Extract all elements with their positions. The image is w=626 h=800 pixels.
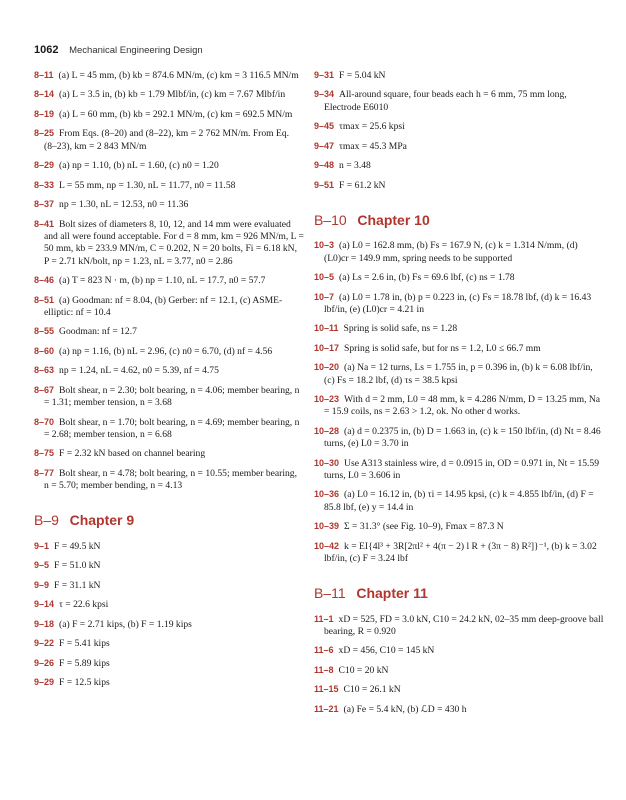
problem-number: 9–31 xyxy=(314,70,335,80)
problem-number: 10–39 xyxy=(314,521,340,532)
answer-text: F = 5.89 kips xyxy=(59,657,110,669)
answer-entry xyxy=(34,345,304,358)
chapter10-heading xyxy=(314,214,604,229)
answer-entry xyxy=(34,676,304,689)
answer-text: F = 61.2 kN xyxy=(339,179,386,191)
problem-number: 9–45 xyxy=(314,121,335,132)
chapter8-answers xyxy=(34,69,304,492)
answer-entry xyxy=(314,613,604,639)
problem-number: 8–75 xyxy=(34,448,55,459)
answer-text: Spring is solid safe, but for ns = 1.2, L0 ≤ 66.7 mm xyxy=(344,342,541,354)
answer-text: τ = 22.6 kpsi xyxy=(59,599,109,611)
answer-text: Use A313 stainless wire, d = 0.0915 in, OD = 0.971 in, Nt = 15.59 turns, L0 = 3.606 in xyxy=(324,457,600,481)
problem-number: 8–29 xyxy=(34,160,55,171)
answer-text: Goodman: nf = 12.7 xyxy=(59,326,137,338)
answer-text: k = EI{4l³ + 3R[2πl² + 4(π − 2) l R + (3π − 8) R²]}⁻¹, (b) k = 3.02 lbf/in, (c) F = 3.24 lbf xyxy=(324,540,597,565)
problem-number: 10–5 xyxy=(314,272,335,283)
answer-entry xyxy=(314,520,604,533)
answer-entry xyxy=(314,457,604,483)
answer-text: F = 51.0 kN xyxy=(54,560,101,572)
problem-number: 8–77 xyxy=(34,467,55,478)
problem-number: 8–70 xyxy=(34,416,55,427)
answer-text: np = 1.30, nL = 12.53, n0 = 11.36 xyxy=(59,199,189,211)
answer-entry xyxy=(34,579,304,592)
answer-text: τmax = 45.3 MPa xyxy=(339,140,407,152)
answer-text: Spring is solid safe, ns = 1.28 xyxy=(343,323,458,335)
answer-entry xyxy=(314,88,604,114)
answer-entry xyxy=(314,69,604,82)
answer-entry xyxy=(314,361,604,387)
problem-number: 10–36 xyxy=(314,489,340,500)
answer-entry xyxy=(34,294,304,320)
problem-number: 9–5 xyxy=(34,560,50,571)
answer-text: From Eqs. (8–20) and (8–22), km = 2 762 MN/m. From Eq. (8–23), km = 2 843 MN/m xyxy=(44,128,290,152)
answer-entry xyxy=(314,159,604,172)
answer-text: (a) L = 60 mm, (b) kb = 292.1 MN/m, (c) km = 692.5 MN/m xyxy=(59,108,293,120)
chapter9-answers xyxy=(34,540,304,690)
answer-entry xyxy=(34,159,304,172)
answer-entry xyxy=(34,364,304,377)
answer-text: (a) T = 823 N · m, (b) np = 1.10, nL = 17.7, n0 = 57.7 xyxy=(59,275,266,287)
answer-entry xyxy=(314,291,604,317)
answer-text: (a) L = 3.5 in, (b) kb = 1.79 Mlbf/in, (c) km = 7.67 Mlbf/in xyxy=(59,89,286,101)
answer-text: xD = 525, FD = 3.0 kN, C10 = 24.2 kN, 02–35 mm deep-groove ball bearing, R = 0.920 xyxy=(324,613,604,637)
answer-entry xyxy=(34,88,304,101)
problem-number: 10–3 xyxy=(314,240,335,251)
problem-number: 11–6 xyxy=(314,645,334,656)
answer-entry xyxy=(314,644,604,657)
answer-text: Bolt sizes of diameters 8, 10, 12, and 14 mm were evaluated and all were found acceptable. For d = 8 mm, km = 926 MN/m, L = 50 mm, kb = 233.9 MN/m, C = 0.202, N = 20 bolts, Fi = 6.18 kN, P = 2.71 kN/bolt, np = 1.23, nL = 3.77, n0 = 2.86 xyxy=(44,218,304,267)
answer-entry xyxy=(314,179,604,192)
problem-number: 9–29 xyxy=(34,677,55,688)
problem-number: 10–7 xyxy=(314,291,335,302)
chapter11-heading xyxy=(314,587,604,602)
chapter11-answers xyxy=(314,613,604,717)
problem-number: 8–25 xyxy=(34,128,55,139)
answer-entry xyxy=(314,664,604,677)
answer-entry xyxy=(34,69,304,82)
problem-number: 11–21 xyxy=(314,703,339,714)
answer-text: (a) L0 = 162.8 mm, (b) Fs = 167.9 N, (c) k = 1.314 N/mm, (d) (L0)cr = 149.9 mm, spring needs to be supported xyxy=(324,240,578,264)
problem-number: 8–55 xyxy=(34,326,55,337)
answer-entry xyxy=(34,447,304,460)
answer-text: F = 49.5 kN xyxy=(54,540,101,552)
answer-entry xyxy=(34,637,304,650)
problem-number: 9–51 xyxy=(314,179,335,190)
left-column xyxy=(34,69,304,696)
answer-text: (a) Goodman: nf = 8.04, (b) Gerber: nf = 12.1, (c) ASME-elliptic: nf = 10.4 xyxy=(44,294,283,318)
answer-text: With d = 2 mm, L0 = 48 mm, k = 4.286 N/mm, D = 13.25 mm, Na = 15.9 coils, ns = 2.63 > 1.2, ok. No other d works. xyxy=(324,394,601,418)
problem-number: 10–30 xyxy=(314,457,340,468)
problem-number: 8–14 xyxy=(34,89,55,100)
answer-text: (a) L0 = 1.78 in, (b) p = 0.223 in, (c) Fs = 18.78 lbf, (d) k = 16.43 lbf/in, (e) (L0)cr = 4.21 in xyxy=(324,291,592,315)
answer-text: Bolt shear, n = 2.30; bolt bearing, n = 4.06; member bearing, n = 1.31; member tension, n = 3.68 xyxy=(44,384,300,409)
answer-entry xyxy=(34,598,304,611)
problem-number: 9–1 xyxy=(34,540,50,551)
problem-number: 8–11 xyxy=(34,70,54,80)
answer-entry xyxy=(34,559,304,572)
answer-text: np = 1.24, nL = 4.62, n0 = 5.39, nf = 4.75 xyxy=(59,365,219,377)
problem-number: 9–26 xyxy=(34,657,55,668)
problem-number: 8–67 xyxy=(34,384,55,395)
answer-entry xyxy=(34,416,304,442)
problem-number: 11–15 xyxy=(314,684,339,695)
problem-number: 8–19 xyxy=(34,108,55,119)
answer-text: xD = 456, C10 = 145 kN xyxy=(338,645,435,657)
answer-entry xyxy=(34,618,304,631)
chapter10-answers xyxy=(314,239,604,565)
running-title: Mechanical Engineering Design xyxy=(69,45,203,56)
right-column xyxy=(314,69,604,722)
answer-text: F = 5.04 kN xyxy=(339,70,386,81)
answer-text: (a) F = 2.71 kips, (b) F = 1.19 kips xyxy=(59,618,192,630)
answer-text: n = 3.48 xyxy=(339,160,371,172)
answer-entry xyxy=(314,271,604,284)
problem-number: 8–41 xyxy=(34,218,55,229)
problem-number: 8–63 xyxy=(34,365,55,376)
chapter-prefix: B–10 xyxy=(314,212,347,229)
answer-entry xyxy=(34,274,304,287)
answer-text: (a) np = 1.10, (b) nL = 1.60, (c) n0 = 1.20 xyxy=(59,160,219,172)
chapter9-heading xyxy=(34,514,304,529)
page-header xyxy=(34,44,203,56)
problem-number: 10–42 xyxy=(314,540,340,551)
page-number: 1062 xyxy=(34,44,59,56)
answer-entry xyxy=(34,218,304,268)
answer-text: (a) L = 45 mm, (b) kb = 874.6 MN/m, (c) km = 3 116.5 MN/m xyxy=(58,70,299,81)
answer-text: (a) np = 1.16, (b) nL = 2.96, (c) n0 = 6.70, (d) nf = 4.56 xyxy=(59,345,273,357)
answer-entry xyxy=(314,239,604,265)
problem-number: 9–14 xyxy=(34,599,55,610)
answer-text: Σ = 31.3° (see Fig. 10–9), Fmax = 87.3 N xyxy=(344,521,504,533)
answer-text: F = 2.32 kN based on channel bearing xyxy=(59,448,206,460)
chapter-title: Chapter 9 xyxy=(69,512,135,529)
problem-number: 10–28 xyxy=(314,425,340,436)
answer-text: C10 = 20 kN xyxy=(338,664,389,676)
answer-text: All-around square, four beads each h = 6 mm, 75 mm long, Electrode E6010 xyxy=(324,89,567,113)
answer-entry xyxy=(34,325,304,338)
answer-entry xyxy=(34,127,304,153)
problem-number: 8–51 xyxy=(34,294,55,305)
answer-text: F = 31.1 kN xyxy=(54,579,101,591)
answer-entry xyxy=(34,179,304,192)
problem-number: 9–34 xyxy=(314,89,335,100)
answer-entry xyxy=(34,108,304,121)
answer-text: L = 55 mm, np = 1.30, nL = 11.77, n0 = 11.58 xyxy=(59,179,236,191)
answer-text: τmax = 25.6 kpsi xyxy=(339,121,405,133)
chapter-title: Chapter 11 xyxy=(356,585,428,602)
answer-text: F = 12.5 kips xyxy=(59,677,110,689)
problem-number: 11–1 xyxy=(314,613,334,624)
problem-number: 8–46 xyxy=(34,275,55,286)
chapter9-answers-cont xyxy=(314,69,604,192)
problem-number: 10–17 xyxy=(314,342,340,353)
chapter-title: Chapter 10 xyxy=(357,212,430,229)
answer-entry xyxy=(314,342,604,355)
answer-text: (a) L0 = 16.12 in, (b) τi = 14.95 kpsi, (c) k = 4.855 lbf/in, (d) F = 85.8 lbf, (e) y = 14.4 in xyxy=(324,489,594,513)
answer-entry xyxy=(34,467,304,493)
problem-number: 9–48 xyxy=(314,160,335,171)
chapter-prefix: B–11 xyxy=(314,585,346,602)
problem-number: 8–60 xyxy=(34,345,55,356)
answer-entry xyxy=(314,683,604,696)
answer-entry xyxy=(34,384,304,410)
problem-number: 9–18 xyxy=(34,618,55,629)
answer-entry xyxy=(34,540,304,553)
answer-entry xyxy=(314,540,604,566)
problem-number: 11–8 xyxy=(314,664,334,675)
problem-number: 9–9 xyxy=(34,579,50,590)
problem-number: 10–20 xyxy=(314,362,340,373)
answer-entry xyxy=(314,140,604,153)
answer-text: (a) Fe = 5.4 kN, (b) ℒD = 430 h xyxy=(343,703,467,715)
answer-text: (a) Ls = 2.6 in, (b) Fs = 69.6 lbf, (c) ns = 1.78 xyxy=(339,272,515,284)
answer-entry xyxy=(314,120,604,133)
answer-text: (a) d = 0.2375 in, (b) D = 1.663 in, (c) k = 150 lbf/in, (d) Nt = 8.46 turns, (e) L0 = 3.70 in xyxy=(324,425,601,450)
answer-entry xyxy=(314,425,604,451)
answer-text: Bolt shear, n = 4.78; bolt bearing, n = 10.55; member bearing, n = 5.70; member bending, n = 4.13 xyxy=(44,467,298,492)
problem-number: 8–33 xyxy=(34,179,55,190)
answer-text: C10 = 26.1 kN xyxy=(343,684,401,696)
problem-number: 9–22 xyxy=(34,638,55,649)
chapter-prefix: B–9 xyxy=(34,512,59,529)
answer-entry xyxy=(314,703,604,716)
answer-text: Bolt shear, n = 1.70; bolt bearing, n = 4.69; member bearing, n = 2.68; member tension, n = 6.68 xyxy=(44,416,300,440)
answer-entry xyxy=(314,322,604,335)
answer-text: F = 5.41 kips xyxy=(59,638,110,650)
answer-text: (a) Na = 12 turns, Ls = 1.755 in, p = 0.396 in, (b) k = 6.08 lbf/in, (c) Fs = 18.2 lbf, (d) τs = 38.5 kpsi xyxy=(324,362,593,386)
problem-number: 10–11 xyxy=(314,323,339,334)
answer-entry xyxy=(314,488,604,514)
answer-entry xyxy=(34,198,304,211)
problem-number: 9–47 xyxy=(314,140,335,151)
problem-number: 10–23 xyxy=(314,394,340,405)
problem-number: 8–37 xyxy=(34,199,55,210)
answer-entry xyxy=(314,393,604,419)
answer-entry xyxy=(34,657,304,670)
